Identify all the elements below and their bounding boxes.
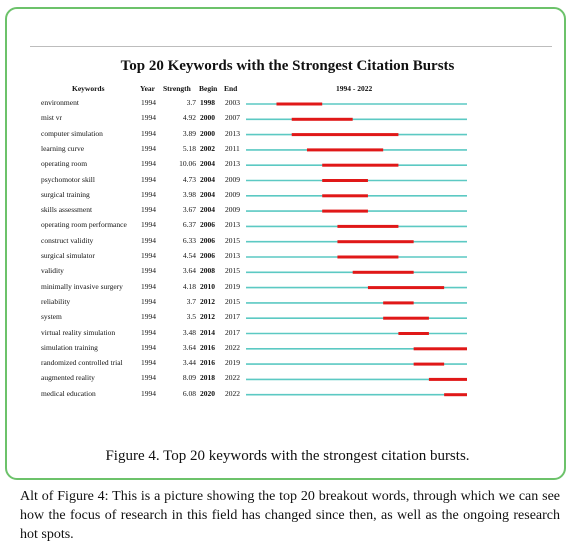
cell-keyword: randomized controlled trial xyxy=(41,358,123,368)
cell-strength: 3.7 xyxy=(186,98,196,107)
cell-keyword: operating room xyxy=(41,159,88,169)
cell-end: 2003 xyxy=(225,98,240,107)
cell-begin: 2010 xyxy=(200,281,215,291)
cell-strength: 8.09 xyxy=(182,373,196,383)
cell-end: 2022 xyxy=(225,342,240,352)
cell-year: 1994 xyxy=(141,220,156,230)
cell-year: 1994 xyxy=(141,266,156,276)
cell-end: 2015 xyxy=(225,296,240,306)
cell-keyword: environment xyxy=(41,98,79,107)
cell-begin: 2000 xyxy=(200,128,215,138)
burst-bar xyxy=(322,179,368,182)
burst-bar xyxy=(276,103,322,106)
cell-begin: 2008 xyxy=(200,266,215,276)
alt-text: Alt of Figure 4: This is a picture showing the top 20 breakout words, through which we can see how the focus of research in this field has changed since then, as well as the ongoing research hot spots. xyxy=(20,489,560,542)
burst-bar xyxy=(337,225,398,228)
cell-keyword: surgical training xyxy=(41,189,90,199)
cell-year: 1994 xyxy=(141,373,156,383)
cell-strength: 5.18 xyxy=(182,143,196,153)
cell-strength: 3.64 xyxy=(182,342,196,352)
cell-end: 2013 xyxy=(225,159,240,169)
cell-begin: 2002 xyxy=(200,143,215,153)
cell-end: 2013 xyxy=(225,128,240,138)
cell-strength: 4.73 xyxy=(182,174,196,184)
cell-end: 2017 xyxy=(225,327,240,337)
header-begin: Begin xyxy=(199,84,218,93)
cell-strength: 10.06 xyxy=(179,159,196,169)
cell-end: 2009 xyxy=(225,189,240,199)
cell-keyword: system xyxy=(41,312,62,322)
header-end: End xyxy=(224,84,238,93)
cell-strength: 3.44 xyxy=(182,358,196,368)
burst-bar xyxy=(337,240,413,243)
cell-keyword: validity xyxy=(41,266,64,276)
chart-title: Top 20 Keywords with the Strongest Citation Bursts xyxy=(120,58,455,74)
cell-begin: 2006 xyxy=(200,251,215,260)
cell-end: 2013 xyxy=(225,251,240,260)
cell-end: 2022 xyxy=(225,373,240,383)
cell-begin: 2004 xyxy=(200,174,215,184)
burst-bar xyxy=(292,133,399,136)
cell-keyword: computer simulation xyxy=(41,128,103,138)
cell-year: 1994 xyxy=(141,143,156,153)
cell-end: 2015 xyxy=(225,235,240,245)
burst-bar xyxy=(337,256,398,259)
cell-begin: 2014 xyxy=(200,327,215,337)
cell-keyword: surgical simulator xyxy=(41,251,95,260)
cell-strength: 3.5 xyxy=(186,312,196,322)
burst-bar xyxy=(292,118,353,121)
burst-bar xyxy=(322,164,398,167)
figure-caption: Figure 4. Top 20 keywords with the strongest citation bursts. xyxy=(105,448,470,464)
cell-strength: 4.18 xyxy=(182,281,196,291)
cell-end: 2013 xyxy=(225,220,240,230)
header-timeline: 1994 - 2022 xyxy=(336,84,373,93)
burst-bar xyxy=(383,317,429,320)
cell-strength: 6.08 xyxy=(182,388,196,398)
cell-year: 1994 xyxy=(141,159,156,169)
cell-keyword: minimally invasive surgery xyxy=(41,281,123,291)
cell-keyword: operating room performance xyxy=(41,220,127,230)
header-strength: Strength xyxy=(163,84,191,93)
cell-year: 1994 xyxy=(141,113,156,123)
cell-strength: 3.67 xyxy=(182,205,196,215)
cell-year: 1994 xyxy=(141,296,156,306)
cell-keyword: reliability xyxy=(41,296,71,306)
header-keywords: Keywords xyxy=(72,84,105,93)
cell-year: 1994 xyxy=(141,251,156,260)
cell-year: 1994 xyxy=(141,358,156,368)
burst-bar xyxy=(398,332,428,335)
cell-year: 1994 xyxy=(141,281,156,291)
cell-begin: 2012 xyxy=(200,296,215,306)
cell-strength: 3.7 xyxy=(186,296,196,306)
cell-year: 1994 xyxy=(141,235,156,245)
cell-end: 2009 xyxy=(225,174,240,184)
burst-bar xyxy=(414,363,444,366)
burst-bar xyxy=(307,148,383,151)
cell-keyword: augmented reality xyxy=(41,373,95,383)
cell-strength: 3.98 xyxy=(182,189,196,199)
cell-begin: 2016 xyxy=(200,342,215,352)
cell-begin: 2004 xyxy=(200,189,215,199)
cell-end: 2022 xyxy=(225,388,240,398)
cell-year: 1994 xyxy=(141,189,156,199)
cell-begin: 2018 xyxy=(200,373,215,383)
cell-year: 1994 xyxy=(141,205,156,215)
cell-year: 1994 xyxy=(141,342,156,352)
cell-keyword: simulation training xyxy=(41,342,98,352)
cell-strength: 6.33 xyxy=(182,235,196,245)
cell-year: 1994 xyxy=(141,174,156,184)
header-year: Year xyxy=(140,84,155,93)
burst-bar xyxy=(383,301,413,304)
cell-end: 2017 xyxy=(225,312,240,322)
cell-end: 2007 xyxy=(225,113,240,123)
burst-bar xyxy=(353,271,414,274)
cell-begin: 1998 xyxy=(200,98,215,107)
burst-bar xyxy=(322,194,368,197)
cell-end: 2019 xyxy=(225,358,240,368)
cell-begin: 2004 xyxy=(200,205,215,215)
cell-begin: 2006 xyxy=(200,235,215,245)
burst-bar xyxy=(414,347,467,350)
cell-end: 2011 xyxy=(225,143,240,153)
cell-strength: 3.64 xyxy=(182,266,196,276)
cell-strength: 3.48 xyxy=(182,327,196,337)
cell-begin: 2020 xyxy=(200,388,215,398)
burst-bar xyxy=(429,378,467,381)
burst-bar xyxy=(322,210,368,213)
cell-keyword: construct validity xyxy=(41,235,94,245)
cell-keyword: skills assessment xyxy=(41,205,93,215)
burst-bar xyxy=(444,393,467,396)
cell-keyword: medical education xyxy=(41,388,96,398)
cell-year: 1994 xyxy=(141,312,156,322)
cell-begin: 2000 xyxy=(200,113,215,123)
cell-year: 1994 xyxy=(141,327,156,337)
cell-begin: 2016 xyxy=(200,358,215,368)
cell-keyword: virtual reality simulation xyxy=(41,327,116,337)
cell-strength: 3.89 xyxy=(182,128,196,138)
cell-keyword: psychomotor skill xyxy=(41,174,95,184)
cell-keyword: mist vr xyxy=(41,113,63,123)
cell-year: 1994 xyxy=(141,388,156,398)
cell-year: 1994 xyxy=(141,98,156,107)
cell-end: 2019 xyxy=(225,281,240,291)
cell-keyword: learning curve xyxy=(41,143,85,153)
cell-begin: 2006 xyxy=(200,220,215,230)
cell-year: 1994 xyxy=(141,128,156,138)
cell-end: 2015 xyxy=(225,266,240,276)
cell-strength: 4.54 xyxy=(182,251,196,260)
cell-begin: 2004 xyxy=(200,159,215,169)
cell-end: 2009 xyxy=(225,205,240,215)
cell-begin: 2012 xyxy=(200,312,215,322)
cell-strength: 4.92 xyxy=(182,113,196,123)
cell-strength: 6.37 xyxy=(182,220,196,230)
burst-bar xyxy=(368,286,444,289)
